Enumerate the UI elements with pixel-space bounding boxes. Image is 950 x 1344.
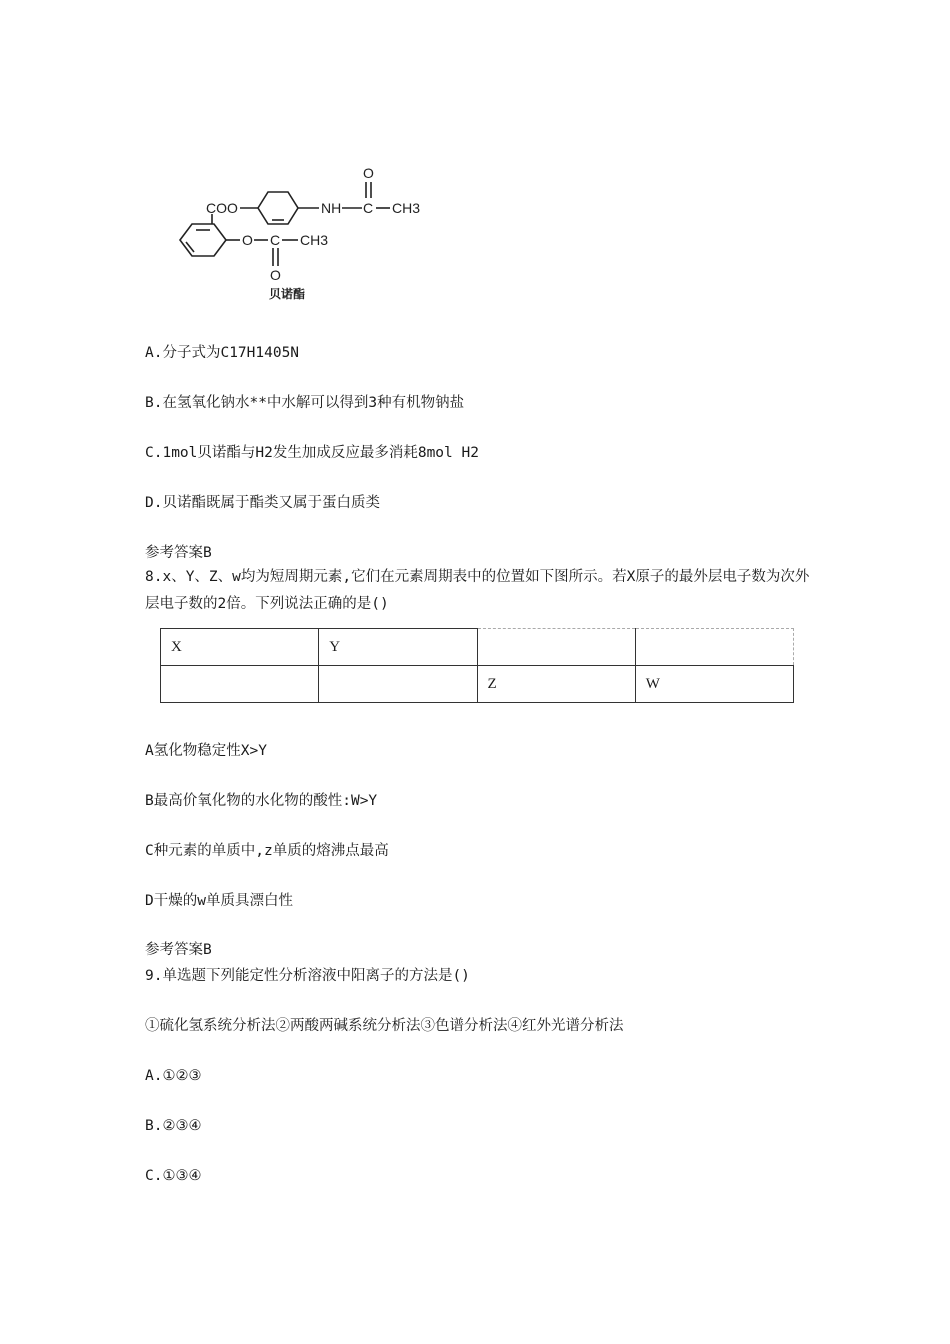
acetyl-c-label: C	[270, 232, 281, 248]
cell-empty	[319, 666, 477, 703]
q9-option-a: A.①②③	[145, 1068, 202, 1084]
carbonyl-o-label: O	[363, 165, 374, 181]
q9-option-b: B.②③④	[145, 1118, 202, 1134]
q9-methods: ①硫化氢系统分析法②两酸两碱系统分析法③色谱分析法④红外光谱分析法	[145, 1018, 624, 1034]
carbonyl-c-label: C	[363, 200, 374, 216]
q7-option-d: D.贝诺酯既属于酯类又属于蛋白质类	[145, 495, 380, 511]
methyl-label: CH3	[392, 200, 421, 216]
benorilate-structure	[176, 160, 426, 305]
q8-answer: 参考答案B	[145, 942, 212, 958]
q9-option-c: C.①③④	[145, 1168, 202, 1184]
cell-x: X	[161, 629, 319, 666]
cell-w: W	[635, 666, 793, 703]
q7-option-a: A.分子式为C17H1405N	[145, 345, 300, 361]
periodic-table-fragment	[160, 628, 794, 703]
ether-o-label: O	[242, 232, 253, 248]
q7-answer: 参考答案B	[145, 545, 212, 561]
cell-empty	[477, 629, 635, 666]
cell-empty	[161, 666, 319, 703]
cell-z: Z	[477, 666, 635, 703]
q8-option-d: D干燥的w单质具漂白性	[145, 893, 293, 909]
cell-y: Y	[319, 629, 477, 666]
q9-stem: 9.单选题下列能定性分析溶液中阳离子的方法是()	[145, 968, 470, 984]
q8-option-a: A氢化物稳定性X>Y	[145, 743, 267, 759]
q8-stem: 8.x、Y、Z、w均为短周期元素,它们在元素周期表中的位置如下图所示。若X原子的最外层电子数为次外层电子数的2倍。下列说法正确的是()	[145, 569, 810, 612]
coo-label: COO	[206, 200, 238, 216]
structure-caption: 贝诺酯	[269, 287, 306, 301]
q8-option-b: B最高价氧化物的水化物的酸性:W>Y	[145, 793, 378, 809]
nh-label: NH	[321, 200, 342, 216]
acetyl-o-label: O	[270, 267, 281, 283]
q7-option-c: C.1mol贝诺酯与H2发生加成反应最多消耗8mol H2	[145, 445, 479, 461]
acetyl-methyl-label: CH3	[300, 232, 329, 248]
cell-empty	[635, 629, 793, 666]
q7-option-b: B.在氢氧化钠水**中水解可以得到3种有机物钠盐	[145, 395, 465, 411]
q8-option-c: C种元素的单质中,z单质的熔沸点最高	[145, 843, 389, 859]
